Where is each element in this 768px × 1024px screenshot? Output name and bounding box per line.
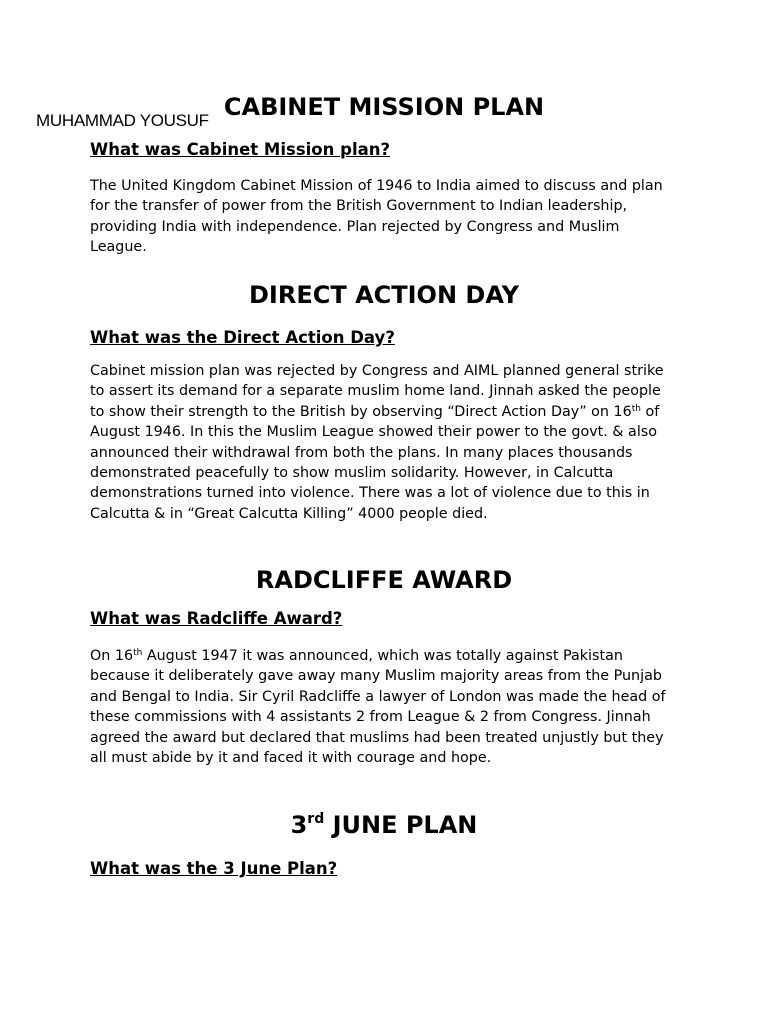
question-direct-action-day: What was the Direct Action Day? — [90, 328, 395, 347]
ordinal-suffix: rd — [307, 811, 325, 827]
ordinal-suffix: th — [631, 403, 641, 414]
paragraph-radcliffe-award — [90, 646, 676, 768]
section-title-3rd-june-plan — [0, 811, 768, 839]
ordinal-suffix: th — [133, 648, 143, 658]
question-cabinet-mission: What was Cabinet Mission plan? — [90, 140, 391, 159]
question-radcliffe-award: What was Radcliffe Award? — [90, 609, 343, 628]
paragraph-direct-action-day — [90, 361, 676, 524]
paragraph-text: August 1947 it was announced, which was totally against Pakistan because it deliberately gave away many Muslim majority areas from the Punjab and Bengal to India. Sir Cyril Radcliffe a lawyer of London was made the head of these commissions with 4 assistants 2 from League & 2 from Congress. Jinnah agreed the award but declared that muslims had been treated unjustly but they all must abide by it and faced it with courage and hope. — [90, 648, 666, 767]
paragraph-cabinet-mission: The United Kingdom Cabinet Mission of 1946 to India aimed to discuss and plan for the transfer of power from the British Government to Indian leadership, providing India with independence. Plan rejected by Congress and Muslim League. — [90, 178, 663, 256]
paragraph-text: On 16 — [90, 648, 134, 664]
section-title-radcliffe-award: RADCLIFFE AWARD — [255, 566, 513, 594]
section-title-cabinet-mission: CABINET MISSION PLAN — [223, 93, 545, 121]
author-name: MUHAMMAD YOUSUF — [36, 111, 209, 130]
paragraph-text: of August 1946. In this the Muslim League showed their power to the govt. & also announced their withdrawal from both the plans. In many places thousands demonstrated peacefully to show muslim solidarity. However, in Calcutta demonstrations turned into violence. There was a lot of violence due to this in Calcutta & in “Great Calcutta Killing” 4000 people died. — [90, 403, 660, 522]
section-title-direct-action-day: DIRECT ACTION DAY — [249, 281, 519, 309]
title-text: JUNE PLAN — [324, 811, 478, 839]
question-3-june-plan: What was the 3 June Plan? — [90, 859, 338, 878]
paragraph-text: Cabinet mission plan was rejected by Congress and AIML planned general strike to assert its demand for a separate muslim home land. Jinnah asked the people to show their strength to the British by observing “Direct Action Day” on 16 — [90, 363, 664, 420]
title-text: 3 — [290, 811, 308, 839]
